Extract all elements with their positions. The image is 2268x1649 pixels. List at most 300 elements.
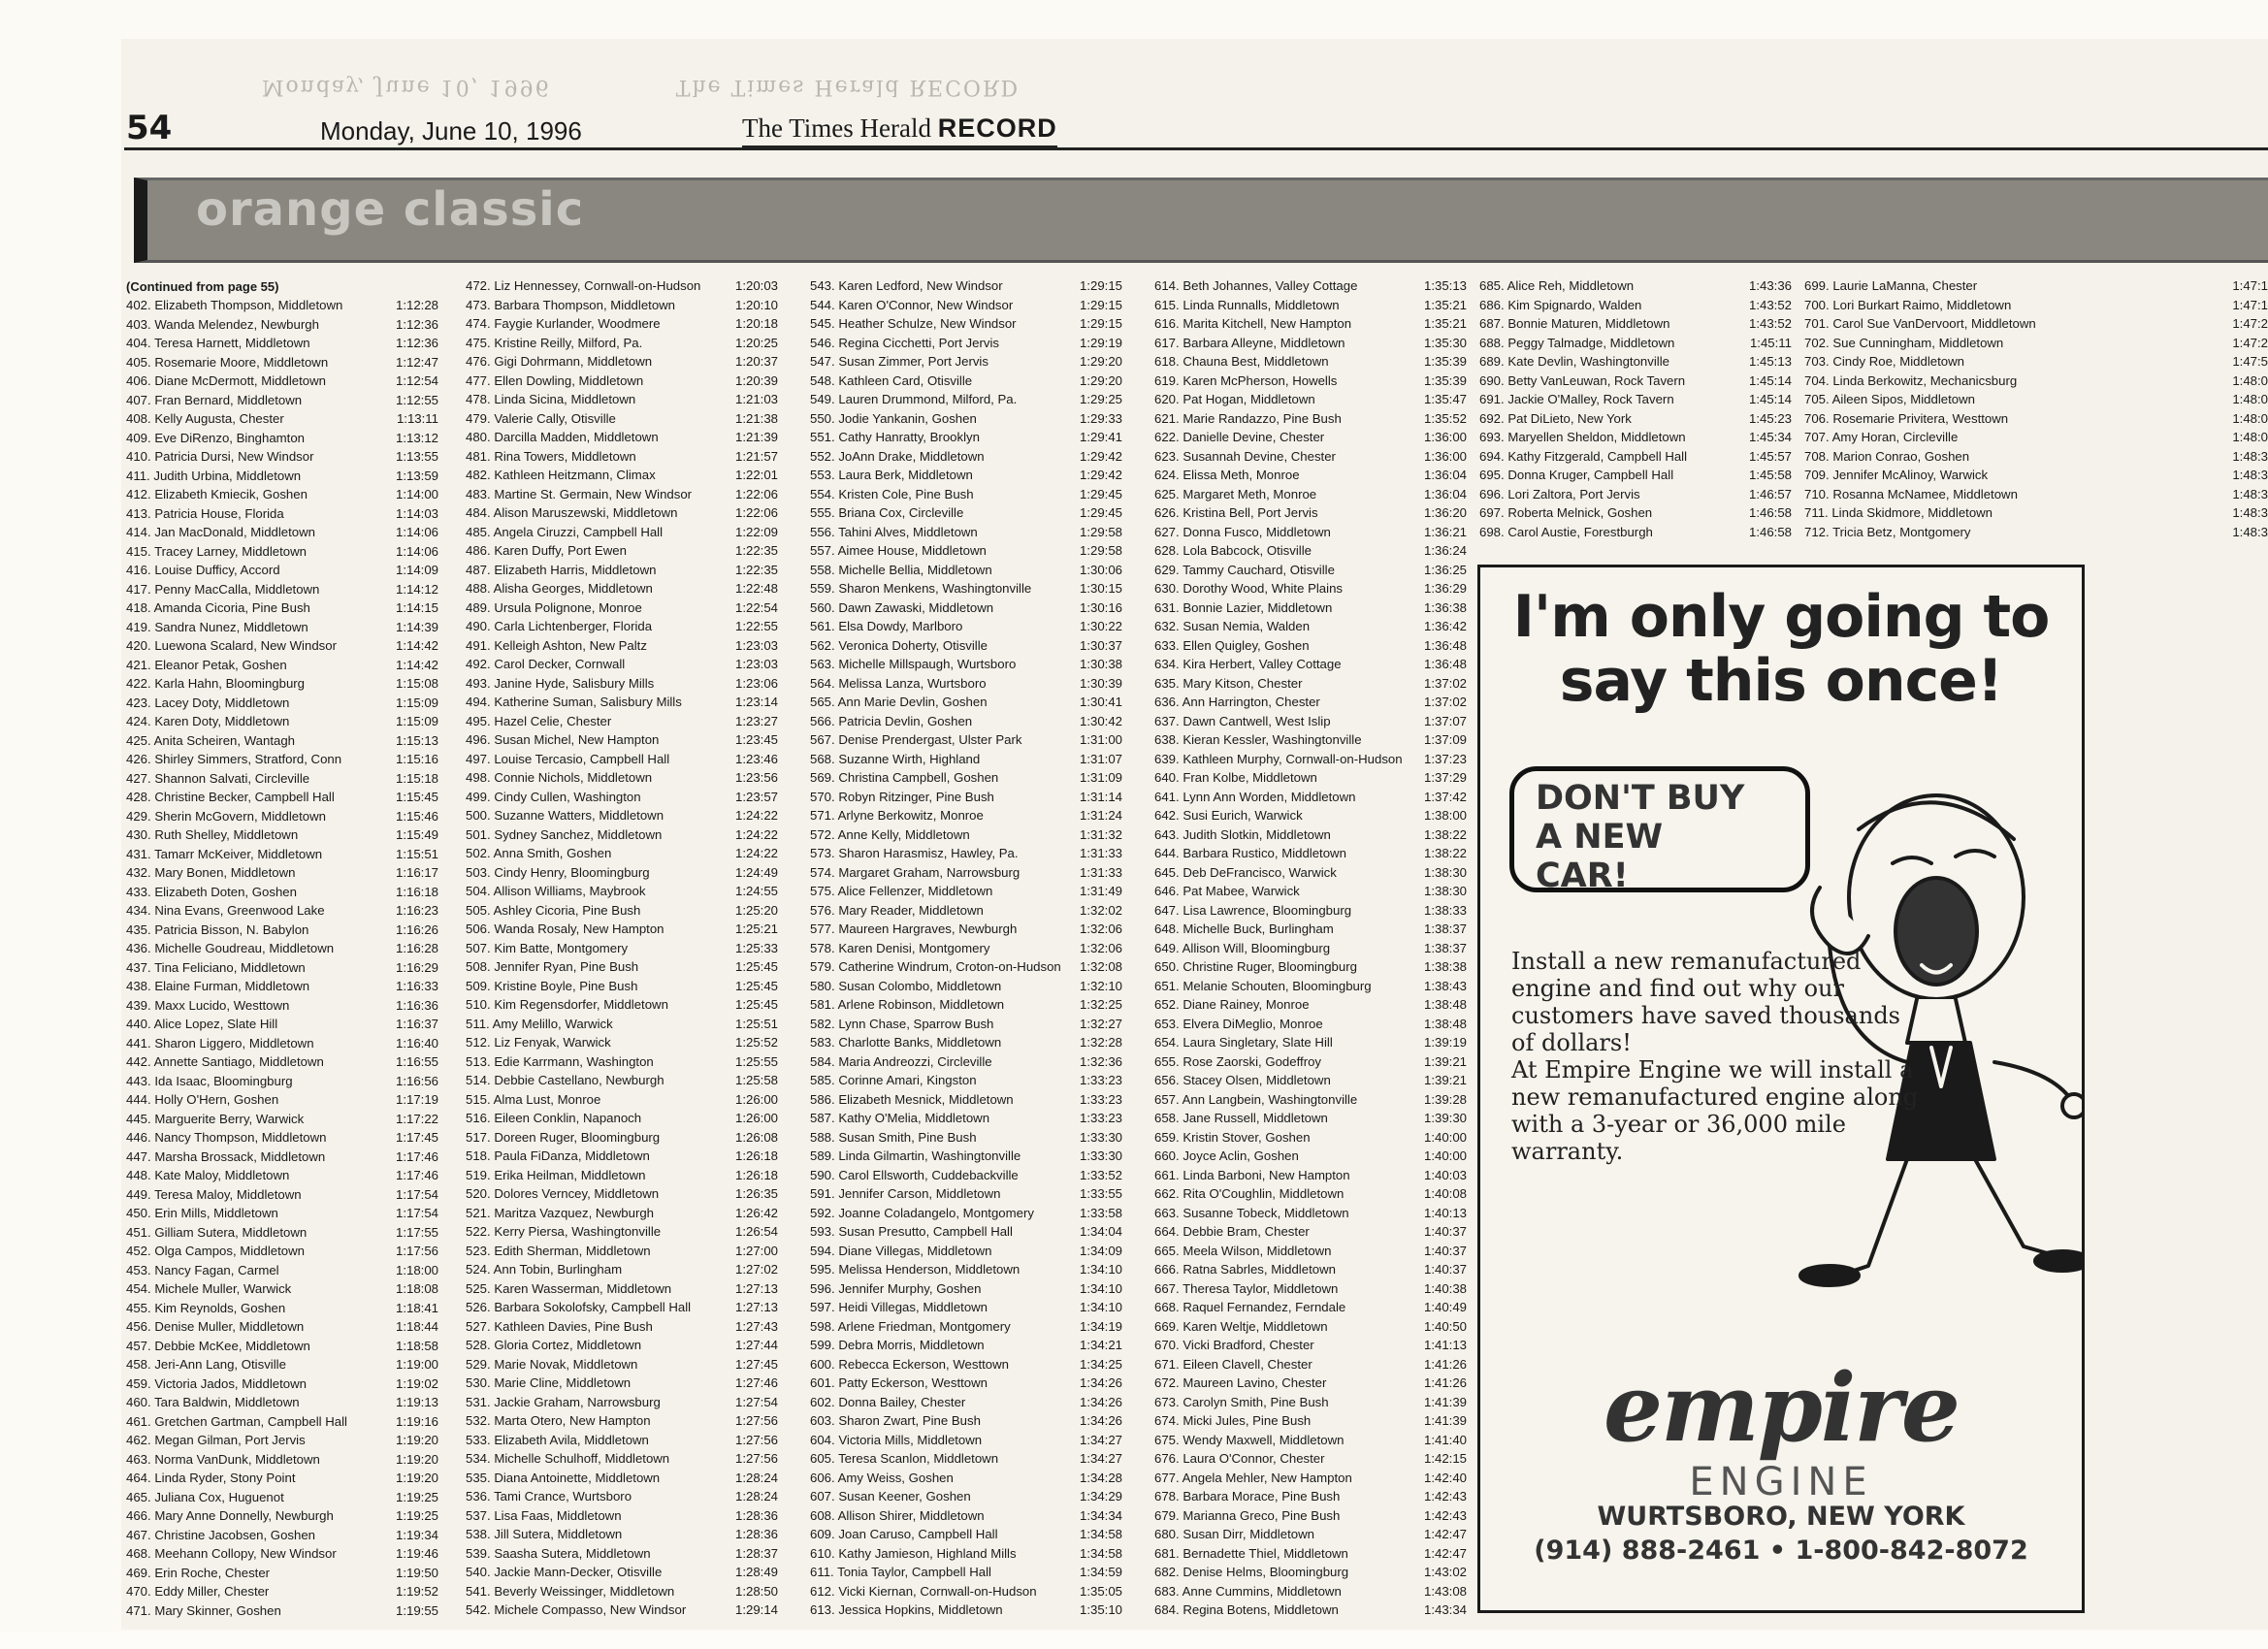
result-row (810, 372, 1122, 391)
finish-time: 1:30:41 (1080, 695, 1122, 709)
finish-time: 1:19:52 (396, 1584, 438, 1599)
runner-name: 613. Jessica Hopkins, Middletown (810, 1602, 1003, 1617)
ad-headline-line-1: I'm only going to (1512, 583, 2050, 651)
result-row (126, 409, 438, 429)
bleed-masthead: The Times Herald RECORD (675, 75, 1021, 99)
finish-time: 1:29:15 (1080, 316, 1122, 331)
runner-name: 415. Tracey Larney, Middletown (126, 543, 307, 559)
runner-name: 474. Faygie Kurlander, Woodmere (466, 316, 661, 331)
finish-time: 1:20:10 (735, 297, 778, 312)
result-row (1154, 844, 1467, 863)
runner-name: 666. Ratna Sabrles, Middletown (1154, 1262, 1336, 1277)
runner-name: 580. Susan Colombo, Middletown (810, 978, 1002, 993)
finish-time: 1:27:56 (735, 1413, 778, 1428)
result-row (810, 712, 1122, 731)
finish-time: 1:16:33 (396, 979, 438, 993)
result-row (466, 1166, 778, 1185)
finish-time: 1:13:12 (396, 430, 438, 445)
finish-time: 1:19:20 (396, 1471, 438, 1485)
runner-name: 654. Laura Singletary, Slate Hill (1154, 1035, 1333, 1050)
result-row (466, 1260, 778, 1279)
runner-name: 442. Annette Santiago, Middletown (126, 1054, 324, 1069)
runner-name: 440. Alice Lopez, Slate Hill (126, 1017, 278, 1031)
runner-name: 604. Victoria Mills, Middletown (810, 1432, 983, 1447)
runner-name: 521. Maritza Vazquez, Newburgh (466, 1205, 655, 1220)
finish-time: 1:36:04 (1424, 468, 1467, 482)
finish-time: 1:23:03 (735, 637, 778, 653)
finish-time: 1:23:27 (735, 713, 778, 728)
finish-time: 1:21:57 (735, 448, 778, 464)
runner-name: 416. Louise Dufficy, Accord (126, 563, 280, 577)
result-row (810, 1582, 1122, 1601)
result-row (1154, 1222, 1467, 1242)
runner-name: 497. Louise Tercasio, Campbell Hall (466, 751, 670, 766)
result-row (1154, 730, 1467, 750)
result-row (126, 674, 438, 694)
finish-time: 1:48:3 (2232, 468, 2268, 482)
runner-name: 576. Mary Reader, Middletown (810, 902, 984, 918)
runner-name: 661. Linda Barboni, New Hampton (1154, 1167, 1350, 1182)
runner-name: 434. Nina Evans, Greenwood Lake (126, 903, 325, 918)
runner-name: 695. Donna Kruger, Campbell Hall (1479, 468, 1674, 482)
finish-time: 1:45:13 (1749, 354, 1792, 369)
finish-time: 1:19:20 (396, 1433, 438, 1447)
result-row (1479, 428, 1792, 447)
finish-time: 1:12:28 (396, 298, 438, 312)
result-row (1804, 503, 2268, 523)
result-row (810, 485, 1122, 504)
runner-name: 508. Jennifer Ryan, Pine Bush (466, 959, 639, 974)
result-row (126, 1148, 438, 1167)
runner-name: 584. Maria Andreozzi, Circleville (810, 1053, 992, 1069)
runner-name: 707. Amy Horan, Circleville (1804, 430, 1959, 444)
finish-time: 1:30:37 (1080, 637, 1122, 653)
runner-name: 475. Kristine Reilly, Milford, Pa. (466, 335, 643, 350)
result-row (1154, 863, 1467, 883)
finish-time: 1:17:22 (396, 1111, 438, 1126)
result-row (126, 939, 438, 958)
finish-time: 1:19:02 (396, 1375, 438, 1391)
finish-time: 1:35:21 (1424, 316, 1467, 331)
result-row (126, 1506, 438, 1526)
finish-time: 1:31:09 (1080, 770, 1122, 785)
finish-time: 1:28:37 (735, 1545, 778, 1561)
runner-name: 533. Elizabeth Avila, Middletown (466, 1432, 649, 1447)
result-row (466, 1033, 778, 1052)
result-row (810, 636, 1122, 656)
finish-time: 1:29:58 (1080, 524, 1122, 539)
result-row (810, 1355, 1122, 1374)
finish-time: 1:26:18 (735, 1167, 778, 1182)
finish-time: 1:38:43 (1424, 978, 1467, 993)
runner-name: 565. Ann Marie Devlin, Goshen (810, 695, 988, 709)
result-row (1154, 1544, 1467, 1564)
finish-time: 1:25:55 (735, 1053, 778, 1069)
runner-name: 463. Norma VanDunk, Middletown (126, 1451, 320, 1467)
runner-name: 668. Raquel Fernandez, Ferndale (1154, 1300, 1346, 1314)
runner-name: 646. Pat Mabee, Warwick (1154, 884, 1300, 898)
runner-name: 649. Allison Will, Bloomingburg (1154, 940, 1331, 955)
result-row (810, 1469, 1122, 1488)
finish-time: 1:34:34 (1080, 1507, 1122, 1523)
finish-time: 1:45:11 (1749, 335, 1792, 350)
runner-name: 602. Donna Bailey, Chester (810, 1394, 966, 1409)
finish-time: 1:38:48 (1424, 997, 1467, 1012)
finish-time: 1:22:06 (735, 505, 778, 520)
result-row (466, 939, 778, 958)
runner-name: 643. Judith Slotkin, Middletown (1154, 826, 1331, 842)
result-row (1154, 1298, 1467, 1317)
result-row (810, 920, 1122, 939)
result-row (126, 1431, 438, 1450)
finish-time: 1:47:2 (2232, 316, 2268, 331)
result-row (1154, 1582, 1467, 1601)
finish-time: 1:40:00 (1424, 1148, 1467, 1163)
result-row (1154, 1336, 1467, 1355)
runner-name: 446. Nancy Thompson, Middletown (126, 1130, 327, 1145)
runner-name: 402. Elizabeth Thompson, Middletown (126, 298, 343, 312)
finish-time: 1:22:55 (735, 619, 778, 633)
result-row (126, 1279, 438, 1299)
finish-time: 1:12:55 (396, 392, 438, 407)
result-row (810, 995, 1122, 1015)
finish-time: 1:13:55 (396, 449, 438, 464)
finish-time: 1:16:29 (396, 959, 438, 975)
runner-name: 652. Diane Rainey, Monroe (1154, 997, 1310, 1012)
result-row (810, 939, 1122, 958)
runner-name: 594. Diane Villegas, Middletown (810, 1243, 992, 1258)
result-row (1154, 1033, 1467, 1052)
finish-time: 1:34:10 (1080, 1280, 1122, 1296)
result-row (810, 334, 1122, 353)
runner-name: 419. Sandra Nunez, Middletown (126, 619, 308, 634)
finish-time: 1:28:49 (735, 1565, 778, 1579)
runner-name: 530. Marie Cline, Middletown (466, 1375, 632, 1390)
runner-name: 633. Ellen Quigley, Goshen (1154, 637, 1310, 653)
runner-name: 587. Kathy O'Melia, Middletown (810, 1111, 990, 1125)
runner-name: 491. Kelleigh Ashton, New Paltz (466, 637, 647, 653)
runner-name: 489. Ursula Polignone, Monroe (466, 599, 642, 615)
result-row (1154, 1355, 1467, 1374)
finish-time: 1:37:09 (1424, 732, 1467, 747)
finish-time: 1:39:21 (1424, 1073, 1467, 1087)
finish-time: 1:20:03 (735, 278, 778, 293)
result-row (466, 730, 778, 750)
result-row (1154, 1242, 1467, 1261)
finish-time: 1:35:21 (1424, 297, 1467, 312)
runner-name: 614. Beth Johannes, Valley Cottage (1154, 278, 1358, 293)
finish-time: 1:15:45 (396, 790, 438, 804)
result-row (810, 693, 1122, 712)
finish-time: 1:48:3 (2232, 448, 2268, 464)
bleed-through-text (262, 66, 1232, 99)
runner-name: 552. JoAnn Drake, Middletown (810, 448, 985, 464)
finish-time: 1:20:25 (735, 335, 778, 350)
result-row (810, 957, 1122, 977)
finish-time: 1:32:08 (1080, 959, 1122, 974)
finish-time: 1:34:26 (1080, 1394, 1122, 1409)
result-row (466, 1128, 778, 1148)
runner-name: 691. Jackie O'Malley, Rock Tavern (1479, 392, 1674, 406)
runner-name: 549. Lauren Drummond, Milford, Pa. (810, 392, 1018, 406)
runner-name: 520. Dolores Verncey, Middletown (466, 1186, 660, 1201)
finish-time: 1:12:36 (396, 316, 438, 332)
finish-time: 1:19:46 (396, 1546, 438, 1561)
result-row (1154, 390, 1467, 409)
runner-name: 421. Eleanor Petak, Goshen (126, 657, 287, 672)
result-row (466, 503, 778, 523)
runner-name: 599. Debra Morris, Middletown (810, 1338, 985, 1352)
result-row (810, 409, 1122, 429)
result-row (466, 1015, 778, 1034)
finish-time: 1:34:28 (1080, 1470, 1122, 1485)
result-row (126, 580, 438, 599)
finish-time: 1:39:30 (1424, 1111, 1467, 1125)
result-row (1154, 1317, 1467, 1337)
runner-name: 657. Ann Langbein, Washingtonville (1154, 1091, 1358, 1107)
runner-name: 447. Marsha Brossack, Middletown (126, 1148, 326, 1164)
result-row (810, 466, 1122, 485)
runner-name: 573. Sharon Harasmisz, Hawley, Pa. (810, 846, 1019, 860)
runner-name: 671. Eileen Clavell, Chester (1154, 1356, 1312, 1372)
runner-name: 561. Elsa Dowdy, Marlboro (810, 619, 963, 633)
finish-time: 1:14:09 (396, 563, 438, 577)
finish-time: 1:34:27 (1080, 1451, 1122, 1466)
ad-headline (1480, 585, 2082, 713)
result-row (1479, 334, 1792, 353)
finish-time: 1:15:08 (396, 676, 438, 691)
runner-name: 656. Stacey Olsen, Middletown (1154, 1073, 1331, 1087)
finish-time: 1:27:44 (735, 1338, 778, 1352)
runner-name: 617. Barbara Alleyne, Middletown (1154, 335, 1345, 350)
finish-time: 1:27:13 (735, 1280, 778, 1296)
finish-time: 1:23:14 (735, 695, 778, 709)
result-row (126, 863, 438, 883)
runner-name: 624. Elissa Meth, Monroe (1154, 468, 1300, 482)
result-row (810, 598, 1122, 618)
runner-name: 512. Liz Fenyak, Warwick (466, 1035, 611, 1050)
runner-name: 697. Roberta Melnick, Goshen (1479, 505, 1653, 520)
finish-time: 1:15:46 (396, 808, 438, 824)
runner-name: 477. Ellen Dowling, Middletown (466, 372, 644, 388)
runner-name: 501. Sydney Sanchez, Middletown (466, 826, 663, 842)
results-column-5 (1479, 276, 1792, 541)
finish-time: 1:17:54 (396, 1186, 438, 1202)
runner-name: 404. Teresa Harnett, Middletown (126, 336, 310, 350)
finish-time: 1:36:48 (1424, 637, 1467, 653)
runner-name: 438. Elaine Furman, Middletown (126, 979, 310, 993)
finish-time: 1:32:02 (1080, 902, 1122, 918)
finish-time: 1:47:5 (2232, 354, 2268, 369)
result-row (126, 825, 438, 845)
finish-time: 1:14:39 (396, 619, 438, 634)
runner-name: 699. Laurie LaManna, Chester (1804, 278, 1978, 293)
finish-time: 1:38:38 (1424, 959, 1467, 974)
runner-name: 631. Bonnie Lazier, Middletown (1154, 599, 1333, 615)
ad-headline-line-2: say this once! (1559, 647, 2003, 715)
result-row (810, 1525, 1122, 1544)
result-row (1154, 939, 1467, 958)
result-row (466, 314, 778, 334)
finish-time: 1:45:23 (1749, 410, 1792, 426)
finish-time: 1:28:24 (735, 1470, 778, 1485)
result-row (466, 276, 778, 296)
result-row (1154, 428, 1467, 447)
result-row (1154, 636, 1467, 656)
finish-time: 1:17:46 (396, 1148, 438, 1164)
finish-time: 1:34:19 (1080, 1318, 1122, 1334)
finish-time: 1:32:10 (1080, 978, 1122, 993)
finish-time: 1:26:18 (735, 1148, 778, 1163)
result-row (810, 1563, 1122, 1582)
finish-time: 1:27:00 (735, 1243, 778, 1258)
finish-time: 1:45:14 (1749, 372, 1792, 388)
runner-name: 444. Holly O'Hern, Goshen (126, 1092, 279, 1107)
runner-name: 506. Wanda Rosaly, New Hampton (466, 922, 664, 936)
runner-name: 551. Cathy Hanratty, Brooklyn (810, 430, 980, 444)
continued-note: (Continued from page 55) (126, 279, 279, 294)
result-row (810, 1242, 1122, 1261)
finish-time: 1:25:45 (735, 997, 778, 1012)
runner-name: 622. Danielle Devine, Chester (1154, 430, 1325, 444)
result-row (126, 353, 438, 372)
result-row (1154, 617, 1467, 636)
finish-time: 1:14:12 (396, 581, 438, 597)
result-row (466, 561, 778, 580)
result-row (466, 844, 778, 863)
finish-time: 1:42:47 (1424, 1527, 1467, 1541)
result-row (810, 1600, 1122, 1620)
result-row (1154, 768, 1467, 788)
finish-time: 1:29:42 (1080, 448, 1122, 464)
runner-name: 621. Marie Randazzo, Pine Bush (1154, 410, 1342, 426)
result-row (810, 655, 1122, 674)
runner-name: 473. Barbara Thompson, Middletown (466, 297, 676, 312)
result-row (1154, 1109, 1467, 1128)
finish-time: 1:42:43 (1424, 1489, 1467, 1504)
runner-name: 562. Veronica Doherty, Otisville (810, 637, 988, 653)
result-row (1479, 466, 1792, 485)
finish-time: 1:22:35 (735, 562, 778, 577)
runner-name: 417. Penny MacCalla, Middletown (126, 581, 320, 597)
result-row (810, 1222, 1122, 1242)
runner-name: 679. Marianna Greco, Pine Bush (1154, 1507, 1341, 1523)
runner-name: 660. Joyce Aclin, Goshen (1154, 1148, 1299, 1163)
finish-time: 1:13:11 (396, 411, 438, 426)
result-row (126, 447, 438, 467)
scan-margin (0, 1632, 2268, 1649)
runner-name: 638. Kieran Kessler, Washingtonville (1154, 732, 1362, 747)
runner-name: 425. Anita Scheiren, Wantagh (126, 732, 295, 748)
ad-callout-box (1509, 766, 1810, 895)
result-row (810, 1015, 1122, 1034)
finish-time: 1:40:00 (1424, 1129, 1467, 1145)
runner-name: 485. Angela Ciruzzi, Campbell Hall (466, 524, 664, 539)
runner-name: 439. Maxx Lucido, Westtown (126, 997, 290, 1013)
result-row (126, 1601, 438, 1621)
finish-time: 1:29:20 (1080, 372, 1122, 388)
runner-name: 460. Tara Baldwin, Middletown (126, 1395, 300, 1409)
result-row (1154, 1431, 1467, 1450)
result-row (1154, 485, 1467, 504)
runner-name: 495. Hazel Celie, Chester (466, 713, 612, 728)
result-row (466, 409, 778, 429)
empire-logo: empire (1604, 1353, 1959, 1463)
runner-name: 687. Bonnie Maturen, Middletown (1479, 316, 1670, 331)
runner-name: 665. Meela Wilson, Middletown (1154, 1243, 1332, 1258)
result-row (126, 1034, 438, 1053)
runner-name: 422. Karla Hahn, Bloomingburg (126, 676, 306, 691)
runner-name: 459. Victoria Jados, Middletown (126, 1375, 307, 1391)
result-row (126, 334, 438, 353)
finish-time: 1:41:26 (1424, 1356, 1467, 1372)
finish-time: 1:26:00 (735, 1111, 778, 1125)
runner-name: 600. Rebecca Eckerson, Westtown (810, 1356, 1009, 1372)
finish-time: 1:38:48 (1424, 1016, 1467, 1031)
runner-name: 625. Margaret Meth, Monroe (1154, 486, 1317, 501)
runner-name: 534. Michelle Schulhoff, Middletown (466, 1451, 670, 1466)
finish-time: 1:17:55 (396, 1224, 438, 1240)
finish-time: 1:30:06 (1080, 562, 1122, 577)
result-row (1154, 409, 1467, 429)
result-row (1154, 503, 1467, 523)
finish-time: 1:21:38 (735, 410, 778, 426)
finish-time: 1:34:26 (1080, 1375, 1122, 1390)
result-row (1154, 523, 1467, 542)
runner-name: 554. Kristen Cole, Pine Bush (810, 486, 974, 501)
runner-name: 692. Pat DiLieto, New York (1479, 410, 1632, 426)
finish-time: 1:29:45 (1080, 505, 1122, 520)
finish-time: 1:19:55 (396, 1602, 438, 1618)
result-row (1154, 825, 1467, 845)
finish-time: 1:19:50 (396, 1565, 438, 1580)
result-row (466, 485, 778, 504)
result-row (810, 1449, 1122, 1469)
runner-name: 568. Suzanne Wirth, Highland (810, 751, 981, 766)
result-row (810, 1317, 1122, 1337)
result-row (126, 712, 438, 731)
runner-name: 479. Valerie Cally, Otisville (466, 410, 616, 426)
runner-name: 537. Lisa Faas, Middletown (466, 1507, 622, 1523)
result-row (126, 1582, 438, 1601)
finish-time: 1:34:26 (1080, 1413, 1122, 1428)
result-row (126, 1337, 438, 1356)
finish-time: 1:23:06 (735, 675, 778, 691)
finish-time: 1:24:22 (735, 826, 778, 842)
finish-time: 1:36:42 (1424, 619, 1467, 633)
runner-name: 635. Mary Kitson, Chester (1154, 675, 1303, 691)
result-row (466, 995, 778, 1015)
runner-name: 449. Teresa Maloy, Middletown (126, 1186, 302, 1202)
finish-time: 1:40:03 (1424, 1167, 1467, 1182)
runner-name: 701. Carol Sue VanDervoort, Middletown (1804, 316, 2036, 331)
result-row (126, 996, 438, 1016)
result-row (1804, 334, 2268, 353)
finish-time: 1:34:58 (1080, 1545, 1122, 1561)
finish-time: 1:48:3 (2232, 524, 2268, 539)
runner-name: 662. Rita O'Coughlin, Middletown (1154, 1186, 1345, 1201)
result-row (1479, 296, 1792, 315)
finish-time: 1:26:35 (735, 1186, 778, 1201)
runner-name: 673. Carolyn Smith, Pine Bush (1154, 1394, 1329, 1409)
finish-time: 1:33:23 (1080, 1091, 1122, 1107)
finish-time: 1:38:22 (1424, 826, 1467, 842)
finish-time: 1:20:18 (735, 316, 778, 331)
result-row (466, 1525, 778, 1544)
finish-time: 1:16:26 (396, 922, 438, 937)
runner-name: 609. Joan Caruso, Campbell Hall (810, 1527, 998, 1541)
result-row (1154, 1204, 1467, 1223)
